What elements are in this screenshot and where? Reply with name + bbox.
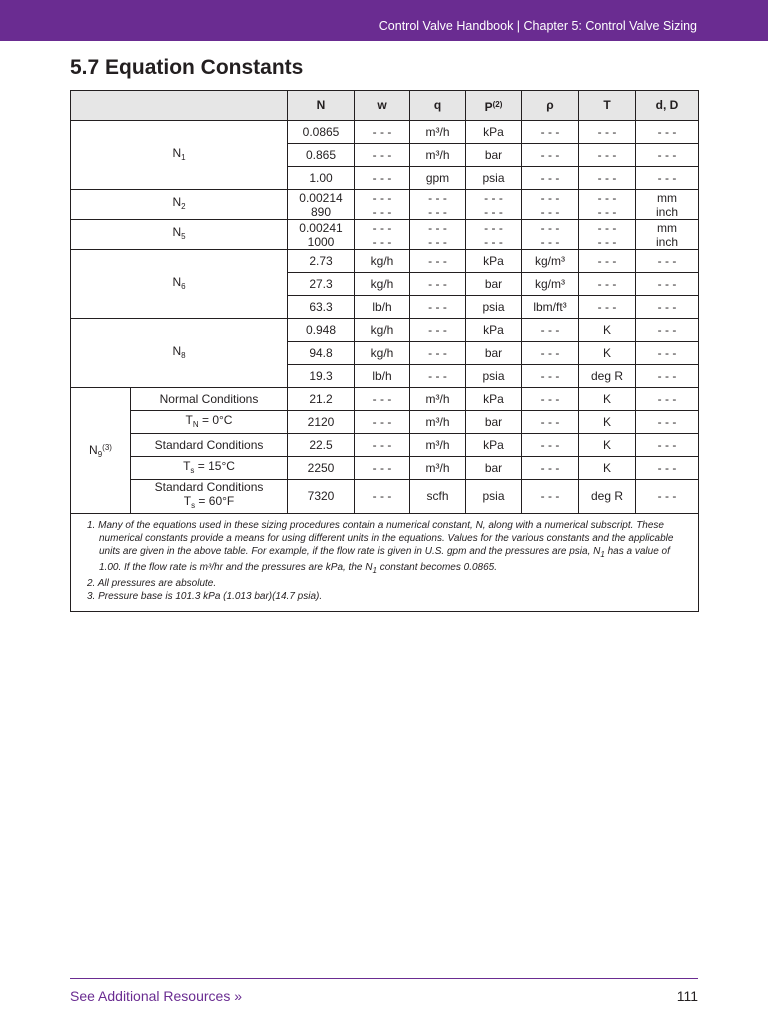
- cell-t: deg R: [579, 480, 636, 514]
- ts-value: = 15°C: [194, 458, 235, 473]
- dash: - - -: [484, 190, 503, 205]
- label-n2-letter: N: [172, 195, 182, 209]
- table-notes: [71, 514, 699, 612]
- cell-rho: lbm/ft³: [522, 296, 579, 319]
- table-row: [71, 190, 699, 220]
- dash: - - -: [372, 234, 392, 249]
- row-label-n1: [71, 121, 288, 190]
- condition-ts: [131, 457, 288, 480]
- row-label-n8: [71, 319, 288, 388]
- cell-n-value: 0.865: [288, 144, 355, 167]
- cell-d: - - -: [636, 144, 699, 167]
- cell-p: kPa: [466, 388, 522, 411]
- table-header-row: [71, 91, 699, 121]
- cell-rho: - - -: [522, 121, 579, 144]
- cell-q: m³/h: [410, 388, 466, 411]
- col-header-p-note: (2): [492, 99, 503, 109]
- note-1: [87, 519, 688, 577]
- table-row: [71, 319, 699, 342]
- cell-n-value: 0.0865: [288, 121, 355, 144]
- label-n9-note: (3): [102, 442, 112, 452]
- dash: - - -: [372, 190, 392, 205]
- condition-ts2: [131, 494, 287, 513]
- cell-rho: - - -: [522, 388, 579, 411]
- cell-t: K: [579, 457, 636, 480]
- cell-rho: kg/m³: [522, 273, 579, 296]
- cell-d: - - -: [636, 342, 699, 365]
- cell-n-value: 63.3: [288, 296, 355, 319]
- cell-d: - - -: [636, 121, 699, 144]
- cell-w: - - -: [355, 411, 410, 434]
- cell-p: bar: [466, 342, 522, 365]
- note-1-part-a: 1. Many of the equations used in these sizing procedures contain a numerical constant, N, along with a numerical subscript. These numerical constants provide a means for using different units in the equations. Values for the various constants and the applicable units are given in the above table. For example, if the flow rate is given in U.S. gpm and the pressures are psia, N: [87, 520, 674, 557]
- ts2-value: = 60°F: [195, 494, 235, 508]
- label-n2-sub: 2: [181, 202, 186, 211]
- cell-w: - - -: [355, 121, 410, 144]
- col-header-q: q: [410, 91, 466, 121]
- cell-n-value: 27.3: [288, 273, 355, 296]
- n5-value-a: 0.00241: [299, 220, 343, 235]
- cell-t: - - -: [579, 296, 636, 319]
- note-3: 3. Pressure base is 101.3 kPa (1.013 bar)(14.7 psia).: [87, 591, 323, 602]
- header-blank-cell: [71, 91, 288, 121]
- cell-w: - - -: [355, 434, 410, 457]
- dash: - - -: [597, 220, 617, 235]
- cell-n-value: 2120: [288, 411, 355, 434]
- cell-q: m³/h: [410, 144, 466, 167]
- row-label-n5: [71, 220, 288, 250]
- cell-t: K: [579, 388, 636, 411]
- col-header-d: d, D: [636, 91, 699, 121]
- cell-rho: kg/m³: [522, 250, 579, 273]
- label-n5-letter: N: [172, 225, 182, 239]
- condition-normal: Normal Conditions: [131, 388, 288, 411]
- cell-rho: - - -: [522, 167, 579, 190]
- table-row: [71, 434, 699, 457]
- cell-rho: - - -: [522, 144, 579, 167]
- dash: - - -: [540, 190, 560, 205]
- n5-value-b: 1000: [307, 234, 335, 249]
- cell-t: K: [579, 434, 636, 457]
- cell-q: - - -: [410, 319, 466, 342]
- label-n6-sub: 6: [181, 281, 186, 291]
- cell-n-value: 22.5: [288, 434, 355, 457]
- unit-inch: inch: [655, 234, 678, 249]
- cell-p: [466, 190, 522, 220]
- dash: - - -: [484, 220, 503, 235]
- dash: - - -: [428, 204, 447, 219]
- cell-n-value: 94.8: [288, 342, 355, 365]
- table-row: [71, 388, 699, 411]
- col-header-p-label: P: [484, 99, 493, 114]
- cell-n-value: 21.2: [288, 388, 355, 411]
- ts-sub: s: [190, 465, 195, 475]
- dash: - - -: [484, 204, 503, 219]
- cell-p: psia: [466, 480, 522, 514]
- cell-t: K: [579, 319, 636, 342]
- cell-t: - - -: [579, 167, 636, 190]
- dash: - - -: [540, 234, 560, 249]
- unit-mm: mm: [657, 190, 677, 205]
- cell-w: kg/h: [355, 342, 410, 365]
- header-breadcrumb: Control Valve Handbook | Chapter 5: Control Valve Sizing: [378, 19, 697, 33]
- row-label-n6: [71, 250, 288, 319]
- dash: - - -: [540, 220, 560, 235]
- cell-n-value: 2250: [288, 457, 355, 480]
- cell-t: deg R: [579, 365, 636, 388]
- header-bar: [0, 0, 768, 41]
- cell-t: [579, 190, 636, 220]
- cell-w: lb/h: [355, 365, 410, 388]
- unit-mm: mm: [657, 220, 677, 235]
- see-additional-resources-link[interactable]: See Additional Resources »: [70, 988, 242, 1004]
- dash: - - -: [597, 190, 617, 205]
- label-n1-sub: 1: [181, 152, 186, 162]
- label-n1-letter: N: [172, 145, 182, 160]
- cell-w: lb/h: [355, 296, 410, 319]
- cell-n-value: 1.00: [288, 167, 355, 190]
- table-row: [71, 220, 699, 250]
- tn-value: = 0°C: [198, 412, 233, 427]
- cell-d: - - -: [636, 319, 699, 342]
- cell-rho: - - -: [522, 434, 579, 457]
- ts-letter: T: [183, 458, 191, 473]
- label-n6-letter: N: [172, 274, 182, 289]
- note-1-part-b: has a value of 1.00. If the flow rate is m³/hr and the pressures are kPa, the N: [99, 546, 670, 573]
- cell-t: - - -: [579, 250, 636, 273]
- cell-n-value: 0.948: [288, 319, 355, 342]
- col-header-p: [466, 91, 522, 121]
- ts2-letter: T: [183, 494, 192, 508]
- cell-q: - - -: [410, 250, 466, 273]
- cell-w: - - -: [355, 167, 410, 190]
- cell-p: bar: [466, 144, 522, 167]
- cell-p: kPa: [466, 121, 522, 144]
- cell-t: - - -: [579, 121, 636, 144]
- cell-q: - - -: [410, 365, 466, 388]
- table-row: [71, 480, 699, 514]
- cell-w: kg/h: [355, 319, 410, 342]
- cell-p: psia: [466, 296, 522, 319]
- cell-rho: - - -: [522, 342, 579, 365]
- cell-q: - - -: [410, 273, 466, 296]
- cell-d: - - -: [636, 480, 699, 514]
- label-n5-sub: 5: [181, 232, 186, 241]
- condition-standard: Standard Conditions: [131, 434, 288, 457]
- cell-p: kPa: [466, 434, 522, 457]
- cell-p: bar: [466, 411, 522, 434]
- cell-d: - - -: [636, 296, 699, 319]
- cell-rho: - - -: [522, 365, 579, 388]
- cell-d: - - -: [636, 411, 699, 434]
- unit-inch: inch: [655, 204, 678, 219]
- cell-rho: [522, 190, 579, 220]
- cell-w: [355, 220, 410, 250]
- cell-t: - - -: [579, 144, 636, 167]
- dash: - - -: [597, 204, 617, 219]
- cell-w: - - -: [355, 480, 410, 514]
- cell-q: [410, 220, 466, 250]
- cell-p: psia: [466, 365, 522, 388]
- condition-standard-2: Standard Conditions: [154, 480, 264, 494]
- dash: - - -: [428, 190, 447, 205]
- cell-d: - - -: [636, 250, 699, 273]
- cell-d: - - -: [636, 365, 699, 388]
- col-header-w: w: [355, 91, 410, 121]
- cell-d: - - -: [636, 457, 699, 480]
- cell-rho: - - -: [522, 457, 579, 480]
- row-label-n9: [71, 388, 131, 514]
- tn-letter: T: [185, 412, 193, 427]
- cell-d: - - -: [636, 273, 699, 296]
- page-title: 5.7 Equation Constants: [70, 56, 304, 79]
- cell-p: psia: [466, 167, 522, 190]
- cell-q: - - -: [410, 296, 466, 319]
- table-row: [71, 411, 699, 434]
- cell-q: m³/h: [410, 434, 466, 457]
- cell-p: [466, 220, 522, 250]
- dash: - - -: [372, 220, 392, 235]
- table-row: [71, 121, 699, 144]
- cell-q: m³/h: [410, 457, 466, 480]
- cell-p: kPa: [466, 250, 522, 273]
- cell-w: - - -: [355, 144, 410, 167]
- cell-q: [410, 190, 466, 220]
- ts2-sub: s: [191, 501, 196, 510]
- cell-w: kg/h: [355, 250, 410, 273]
- note-1-sub-b: 1: [372, 566, 377, 575]
- cell-n-value: [288, 190, 355, 220]
- dash: - - -: [540, 204, 560, 219]
- condition-standard-60f: [131, 480, 288, 514]
- label-n9-letter: N: [89, 442, 98, 457]
- cell-rho: - - -: [522, 480, 579, 514]
- n2-value-a: 0.00214: [299, 190, 343, 205]
- cell-q: - - -: [410, 342, 466, 365]
- col-header-t: T: [579, 91, 636, 121]
- page-number: 111: [676, 988, 698, 1004]
- cell-t: K: [579, 342, 636, 365]
- equation-constants-table: [70, 90, 699, 612]
- cell-q: m³/h: [410, 411, 466, 434]
- cell-w: [355, 190, 410, 220]
- cell-w: - - -: [355, 388, 410, 411]
- label-n9-sub: 9: [97, 449, 103, 459]
- note-1-sub-a: 1: [600, 550, 605, 559]
- cell-d: [636, 190, 699, 220]
- cell-d: - - -: [636, 434, 699, 457]
- cell-n-value: 2.73: [288, 250, 355, 273]
- n2-value-b: 890: [310, 204, 332, 219]
- table-row: [71, 457, 699, 480]
- cell-d: - - -: [636, 167, 699, 190]
- label-n8-letter: N: [172, 343, 182, 358]
- cell-rho: [522, 220, 579, 250]
- cell-p: kPa: [466, 319, 522, 342]
- note-2: 2. All pressures are absolute.: [87, 578, 217, 589]
- cell-w: - - -: [355, 457, 410, 480]
- cell-rho: - - -: [522, 319, 579, 342]
- cell-t: - - -: [579, 273, 636, 296]
- note-1-part-c: constant becomes 0.0865.: [376, 562, 497, 573]
- dash: - - -: [484, 234, 503, 249]
- notes-row: [71, 514, 699, 612]
- tn-sub: N: [192, 419, 199, 429]
- cell-q: gpm: [410, 167, 466, 190]
- dash: - - -: [372, 204, 392, 219]
- col-header-n: N: [288, 91, 355, 121]
- cell-d: - - -: [636, 388, 699, 411]
- cell-n-value: [288, 220, 355, 250]
- cell-p: bar: [466, 457, 522, 480]
- cell-n-value: 19.3: [288, 365, 355, 388]
- dash: - - -: [597, 234, 617, 249]
- cell-d: [636, 220, 699, 250]
- dash: - - -: [428, 220, 447, 235]
- condition-tn: [131, 411, 288, 434]
- cell-t: [579, 220, 636, 250]
- table-row: [71, 250, 699, 273]
- col-header-rho: ρ: [522, 91, 579, 121]
- label-n8-sub: 8: [181, 350, 186, 360]
- cell-q: scfh: [410, 480, 466, 514]
- cell-w: kg/h: [355, 273, 410, 296]
- cell-n-value: 7320: [288, 480, 355, 514]
- cell-rho: - - -: [522, 411, 579, 434]
- footer-divider: [70, 978, 698, 979]
- dash: - - -: [428, 234, 447, 249]
- cell-p: bar: [466, 273, 522, 296]
- cell-q: m³/h: [410, 121, 466, 144]
- cell-t: K: [579, 411, 636, 434]
- row-label-n2: [71, 190, 288, 220]
